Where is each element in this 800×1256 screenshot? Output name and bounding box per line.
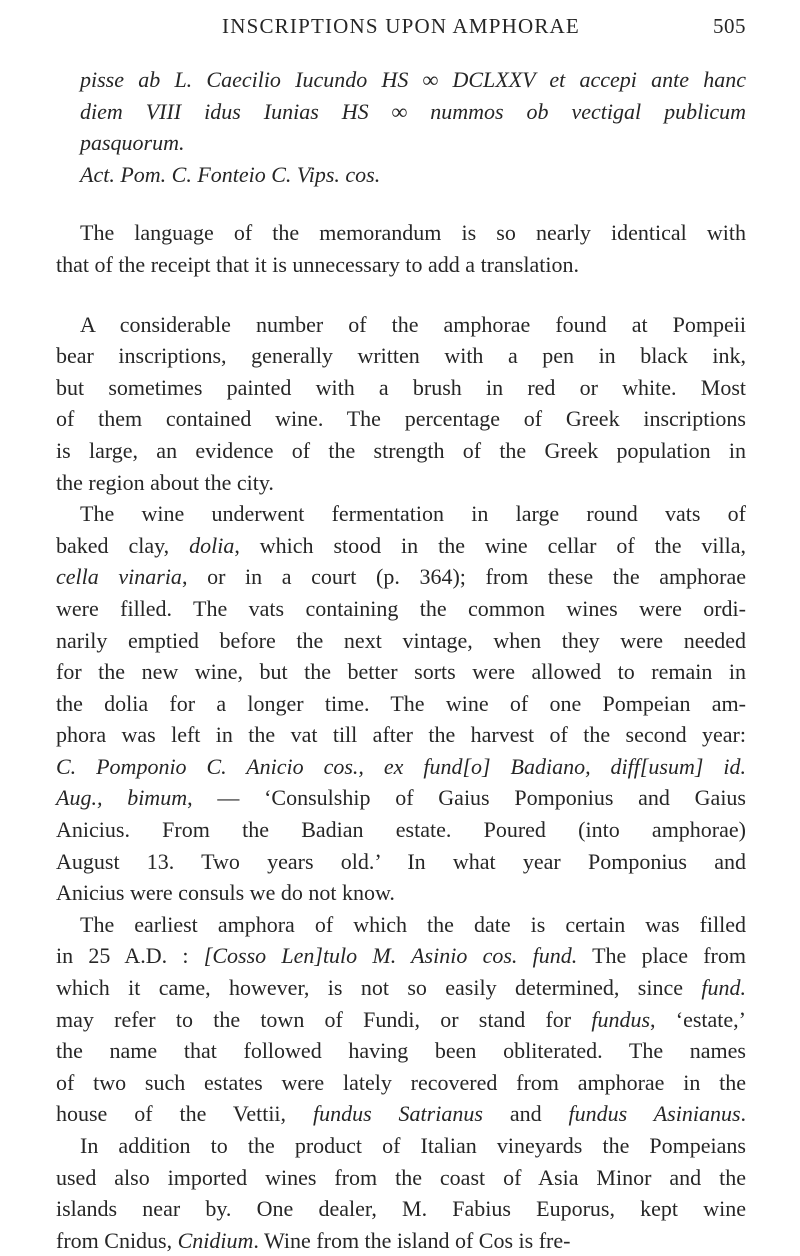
text-run: but sometimes painted with a brush in red or white. Most xyxy=(56,374,746,400)
italic-text: fundus Asinianus xyxy=(568,1101,741,1127)
text-run: baked clay, xyxy=(56,532,190,558)
text-line xyxy=(56,656,746,688)
running-head-title: INSCRIPTIONS UPON AMPHORAE xyxy=(222,14,580,38)
text-run: The place from xyxy=(577,943,746,969)
text-run: The language of the memorandum is so nearly identical with xyxy=(80,220,746,246)
text-line xyxy=(56,877,746,909)
italic-text: [Cosso Len]tulo M. Asinio cos. fund. xyxy=(203,943,578,969)
text-line xyxy=(56,127,746,159)
text-line xyxy=(56,159,746,191)
text-line xyxy=(56,593,746,625)
text-run: bear inscriptions, generally written with a pen in black ink, xyxy=(56,343,746,369)
text-run: narily emptied before the next vintage, when they were needed xyxy=(56,627,746,653)
text-run: from Cnidus, xyxy=(56,1227,178,1253)
text-run: house of the Vettii, xyxy=(56,1101,313,1127)
text-line xyxy=(56,846,746,878)
text-run: , or in a court (p. 364); from these the amphorae xyxy=(181,564,746,590)
text-run: . Wine from the island of Cos is fre- xyxy=(253,1227,571,1253)
text-run: A considerable number of the amphorae found at Pompeii xyxy=(80,311,746,337)
italic-text: Aug., bimum xyxy=(56,785,188,811)
italic-text: fundus xyxy=(591,1006,651,1032)
text-line xyxy=(56,940,746,972)
text-run: the name that followed having been obliterated. The names xyxy=(56,1038,746,1064)
text-line xyxy=(56,249,746,281)
latin-inscription-block xyxy=(56,64,746,190)
text-line xyxy=(56,1162,746,1194)
text-line xyxy=(56,530,746,562)
italic-text: C. Pomponio C. Anicio cos., ex fund[o] Badiano, diff[usum] id. xyxy=(56,753,746,779)
text-line xyxy=(56,1067,746,1099)
italic-text: dolia xyxy=(189,532,235,558)
italic-text: pasquorum. xyxy=(80,130,185,156)
text-line xyxy=(56,972,746,1004)
text-line xyxy=(56,1004,746,1036)
text-line xyxy=(56,217,746,249)
text-line xyxy=(56,435,746,467)
text-run: which it came, however, is not so easily determined, since xyxy=(56,975,702,1001)
text-run: in 25 A.D. : xyxy=(56,943,204,969)
text-line xyxy=(56,719,746,751)
text-line xyxy=(56,909,746,941)
text-run: the region about the city. xyxy=(56,469,274,495)
text-line xyxy=(56,751,746,783)
running-head xyxy=(56,14,746,44)
text-run: and xyxy=(482,1101,569,1127)
text-run: August 13. Two years old.’ In what year Pomponius and xyxy=(56,848,746,874)
text-line xyxy=(56,340,746,372)
text-run: that of the receipt that it is unnecessary to add a translation. xyxy=(56,251,579,277)
text-line xyxy=(56,1225,746,1256)
text-run: the dolia for a longer time. The wine of one Pompeian am- xyxy=(56,690,746,716)
text-run: for the new wine, but the better sorts were allowed to remain in xyxy=(56,659,746,685)
text-run: islands near by. One dealer, M. Fabius Euporus, kept wine xyxy=(56,1196,746,1222)
italic-text: diem VIII idus Iunias HS ∞ nummos ob vectigal publicum xyxy=(80,98,746,124)
paragraph-translation-note xyxy=(56,217,746,280)
text-run: The earliest amphora of which the date is certain was filled xyxy=(80,911,746,937)
text-run: of two such estates were lately recovered from amphorae in the xyxy=(56,1069,746,1095)
text-line xyxy=(56,1098,746,1130)
text-line xyxy=(56,64,746,96)
text-line xyxy=(56,403,746,435)
text-run: may refer to the town of Fundi, or stand for xyxy=(56,1006,592,1032)
italic-text: fund. xyxy=(701,975,746,1001)
italic-text: Cnidium xyxy=(177,1227,254,1253)
italic-text: pisse ab L. Caecilio Iucundo HS ∞ DCLXXV et accepi ante hanc xyxy=(80,67,746,92)
text-run: The wine underwent fermentation in large round vats of xyxy=(80,501,746,527)
text-line xyxy=(56,96,746,128)
text-run: , ‘estate,’ xyxy=(650,1006,747,1032)
text-run: used also imported wines from the coast of Asia Minor and the xyxy=(56,1164,746,1190)
italic-text: Act. Pom. C. Fonteio C. Vips. cos. xyxy=(80,161,381,187)
text-run: were filled. The vats containing the common wines were ordi- xyxy=(56,595,746,621)
text-line xyxy=(56,782,746,814)
text-line xyxy=(56,1193,746,1225)
text-run: Anicius. From the Badian estate. Poured (into amphorae) xyxy=(56,817,746,843)
text-line xyxy=(56,467,746,499)
page-number: 505 xyxy=(713,14,746,38)
text-line xyxy=(56,309,746,341)
text-run: , which stood in the wine cellar of the villa, xyxy=(234,532,746,558)
text-run: is large, an evidence of the strength of the Greek population in xyxy=(56,437,746,463)
text-line xyxy=(56,498,746,530)
text-run: of them contained wine. The percentage of Greek inscriptions xyxy=(56,406,746,432)
body-text xyxy=(56,64,746,1256)
text-run: Anicius were consuls we do not know. xyxy=(56,880,395,906)
text-line xyxy=(56,372,746,404)
text-line xyxy=(56,814,746,846)
text-run: , — ‘Consulship of Gaius Pomponius and Gaius xyxy=(187,785,746,811)
paragraph-amphorae-inscriptions xyxy=(56,309,746,1256)
text-line xyxy=(56,688,746,720)
text-line xyxy=(56,1035,746,1067)
text-line xyxy=(56,625,746,657)
italic-text: fundus Satrianus xyxy=(312,1101,483,1127)
text-run: In addition to the product of Italian vineyards the Pompeians xyxy=(80,1133,746,1158)
text-line xyxy=(56,1130,746,1162)
text-line xyxy=(56,561,746,593)
italic-text: cella vinaria xyxy=(56,564,182,590)
text-run: phora was left in the vat till after the harvest of the second year: xyxy=(56,722,746,748)
text-run: . xyxy=(740,1101,747,1127)
